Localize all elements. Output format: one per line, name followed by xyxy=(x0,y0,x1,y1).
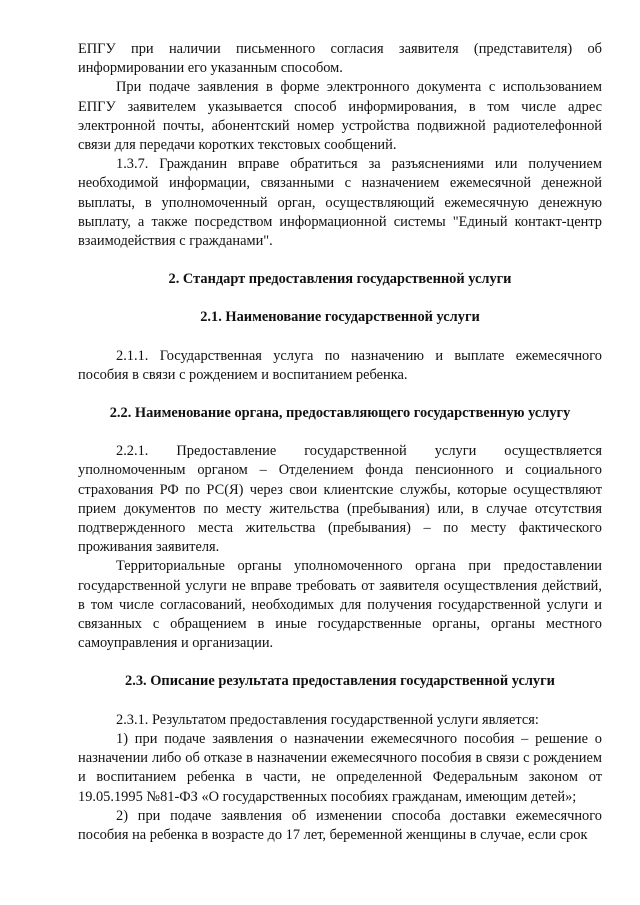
subsection-heading-2-2: 2.2. Наименование органа, предоставляющего государственную услугу xyxy=(109,405,571,422)
paragraph-result-2: 2) при подаче заявления об изменении способа доставки ежемесячного пособия на ребенка в возрасте до 17 лет, беременной женщины в случае, если срок xyxy=(78,807,602,843)
document-page xyxy=(78,40,602,845)
section-heading-2: 2. Стандарт предоставления государственной услуги xyxy=(168,271,512,288)
paragraph-1-3-7: 1.3.7. Гражданин вправе обратиться за разъяснениями или получением необходимой информации, связанными с назначением ежемесячной денежной выплаты, в уполномоченный орган, осуществляющий ежемесячную денежную выплату, а также посредством информационной системы "Единый контакт-центр взаимодействия с гражданами". xyxy=(78,156,602,250)
paragraph-electronic-notification: При подаче заявления в форме электронного документа с использованием ЕПГУ заявителем указывается способ информирования, в том числе адрес электронной почты, абонентский номер устройства подвижной радиотелефонной связи для передачи коротких текстовых сообщений. xyxy=(78,79,602,154)
paragraph-result-1: 1) при подаче заявления о назначении ежемесячного пособия – решение о назначении либо об отказе в назначении ежемесячного пособия в связи с рождением и воспитанием ребенка в части, не определенной Федеральным законом от 19.05.1995 №81-ФЗ «О государственных пособиях гражданам, имеющим детей»; xyxy=(78,730,602,805)
paragraph-2-1-1: 2.1.1. Государственная услуга по назначению и выплате ежемесячного пособия в связи с рождением и воспитанием ребенка. xyxy=(78,347,602,383)
subsection-heading-2-3: 2.3. Описание результата предоставления государственной услуги xyxy=(125,673,555,690)
paragraph-2-2-1: 2.2.1. Предоставление государственной услуги осуществляется уполномоченным органом – Отделением фонда пенсионного и социального страхования РФ по РС(Я) через свои клиентские службы, которые осуществляют прием документов по месту жительства (пребывания) или, в случае отсутствия подтвержденного места жительства (пребывания) – по месту фактического проживания заявителя. xyxy=(78,443,602,556)
subsection-heading-2-1: 2.1. Наименование государственной услуги xyxy=(200,309,480,326)
paragraph-territorial-organs: Территориальные органы уполномоченного органа при предоставлении государственной услуги не вправе требовать от заявителя осуществления действий, в том числе согласований, необходимых для получения государственной услуги и связанных с обращением в иные государственные органы, органы местного самоуправления и организации. xyxy=(78,558,602,652)
paragraph-epgu-consent: ЕПГУ при наличии письменного согласия заявителя (представителя) об информировании его указанным способом. xyxy=(78,41,602,77)
paragraph-2-3-1: 2.3.1. Результатом предоставления государственной услуги является: xyxy=(116,711,539,728)
